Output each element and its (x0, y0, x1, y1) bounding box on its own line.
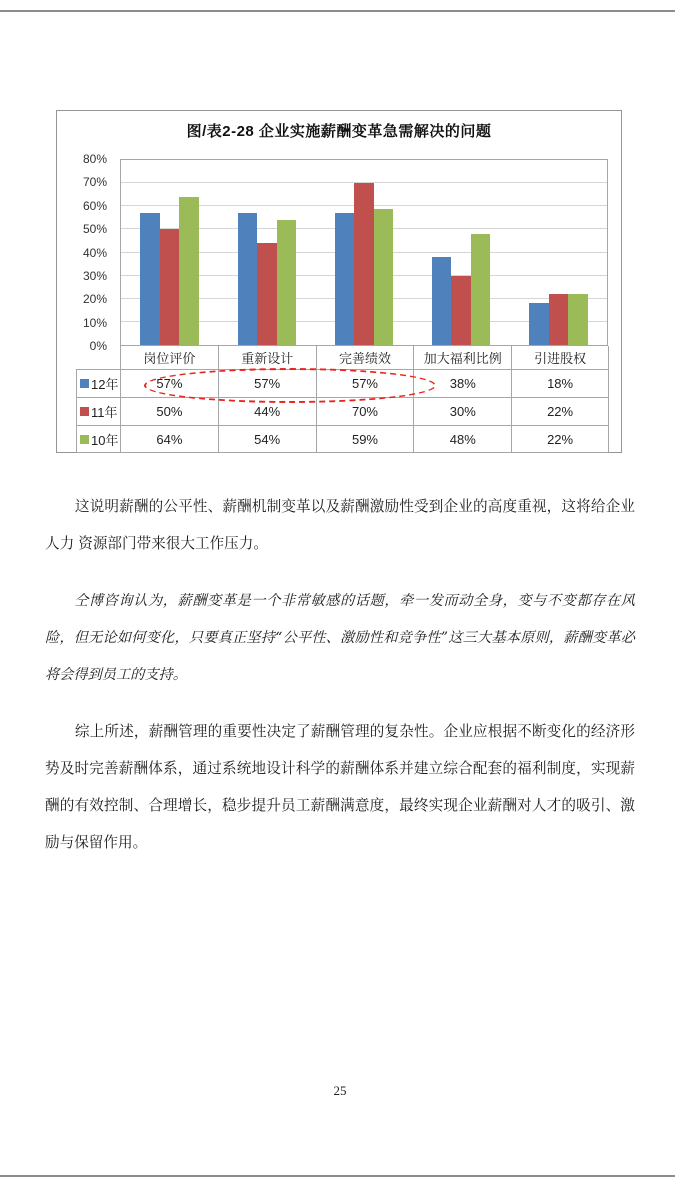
bar-12年-重新设计 (238, 213, 257, 345)
paragraph-1: 这说明薪酬的公平性、薪酬机制变革以及薪酬激励性受到企业的高度重视，这将给企业人力 资源部门带来很大工作压力。 (45, 499, 635, 552)
bar-group-加大福利比例 (413, 160, 510, 345)
category-label: 岗位评价 (120, 346, 218, 369)
page-top-border-line (0, 10, 675, 12)
bar-12年-引进股权 (529, 303, 548, 345)
legend-row-header-10年: 10年 (76, 425, 120, 453)
legend-row-header-12年: 12年 (76, 369, 120, 397)
y-axis-tick-label: 30% (82, 268, 107, 283)
table-value-cell: 22% (511, 425, 609, 453)
bar-10年-岗位评价 (179, 197, 198, 345)
bar-10年-加大福利比例 (471, 234, 490, 345)
page-number: 25 (333, 1083, 347, 1098)
table-value-cell: 57% (218, 369, 316, 397)
chart-data-table (76, 346, 609, 453)
table-value-cell: 54% (218, 425, 316, 453)
table-value-cell: 44% (218, 397, 316, 425)
chart-frame (56, 110, 622, 453)
y-axis-tick-label: 70% (82, 175, 107, 190)
legend-swatch-12年 (80, 379, 89, 388)
bar-12年-加大福利比例 (432, 257, 451, 345)
table-value-cell: 48% (413, 425, 511, 453)
y-axis (57, 152, 113, 353)
table-value-cell: 50% (120, 397, 218, 425)
category-label: 重新设计 (218, 346, 316, 369)
y-axis-tick-label: 80% (82, 152, 107, 166)
bar-10年-重新设计 (277, 220, 296, 345)
bar-group-重新设计 (218, 160, 315, 345)
plot-area (120, 159, 608, 346)
paragraph-2: 仝博咨询认为，薪酬变革是一个非常敏感的话题，牵一发而动全身，变与不变都存在风险，但无论如何变化，只要真正坚持“公平性、激励性和竞争性”这三大基本原则，薪酬变革必将会得到员工的支持。 (45, 593, 635, 683)
y-axis-tick-label: 0% (89, 339, 107, 353)
table-value-cell: 22% (511, 397, 609, 425)
bar-group-完善绩效 (315, 160, 412, 345)
bar-10年-完善绩效 (374, 209, 393, 345)
table-value-cell: 38% (413, 369, 511, 397)
y-axis-tick-label: 10% (82, 315, 107, 330)
chart-title: 图/表2-28 企业实施薪酬变革急需解决的问题 (186, 123, 492, 140)
y-axis-tick-label: 40% (82, 245, 107, 260)
table-value-cell: 30% (413, 397, 511, 425)
legend-swatch-11年 (80, 407, 89, 416)
bar-11年-加大福利比例 (451, 276, 470, 345)
y-axis-tick-label: 60% (82, 198, 107, 213)
bar-group-引进股权 (510, 160, 607, 345)
table-value-cell: 59% (316, 425, 414, 453)
bar-10年-引进股权 (568, 294, 587, 345)
body-text (45, 489, 635, 882)
bar-11年-岗位评价 (160, 229, 179, 345)
legend-row-header-11年: 11年 (76, 397, 120, 425)
category-label: 完善绩效 (316, 346, 414, 369)
bar-group-岗位评价 (121, 160, 218, 345)
table-value-cell: 64% (120, 425, 218, 453)
table-value-cell: 18% (511, 369, 609, 397)
category-label: 引进股权 (511, 346, 609, 369)
legend-swatch-10年 (80, 435, 89, 444)
page-bottom-border-line (0, 1175, 675, 1177)
bar-12年-岗位评价 (140, 213, 159, 345)
table-value-cell: 57% (120, 369, 218, 397)
bar-11年-引进股权 (549, 294, 568, 345)
bar-11年-完善绩效 (354, 183, 373, 345)
bar-11年-重新设计 (257, 243, 276, 345)
category-label: 加大福利比例 (413, 346, 511, 369)
table-corner-cell (76, 346, 120, 369)
table-value-cell: 57% (316, 369, 414, 397)
y-axis-tick-label: 50% (82, 222, 107, 237)
paragraph-3: 综上所述，薪酬管理的重要性决定了薪酬管理的复杂性。企业应根据不断变化的经济形势及时完善薪酬体系，通过系统地设计科学的薪酬体系并建立综合配套的福利制度，实现薪酬的有效控制、合理增长，稳步提升员工薪酬满意度，最终实现企业薪酬对人才的吸引、激励与保留作用。 (45, 724, 635, 851)
bar-12年-完善绩效 (335, 213, 354, 345)
y-axis-tick-label: 20% (82, 292, 107, 307)
table-value-cell: 70% (316, 397, 414, 425)
